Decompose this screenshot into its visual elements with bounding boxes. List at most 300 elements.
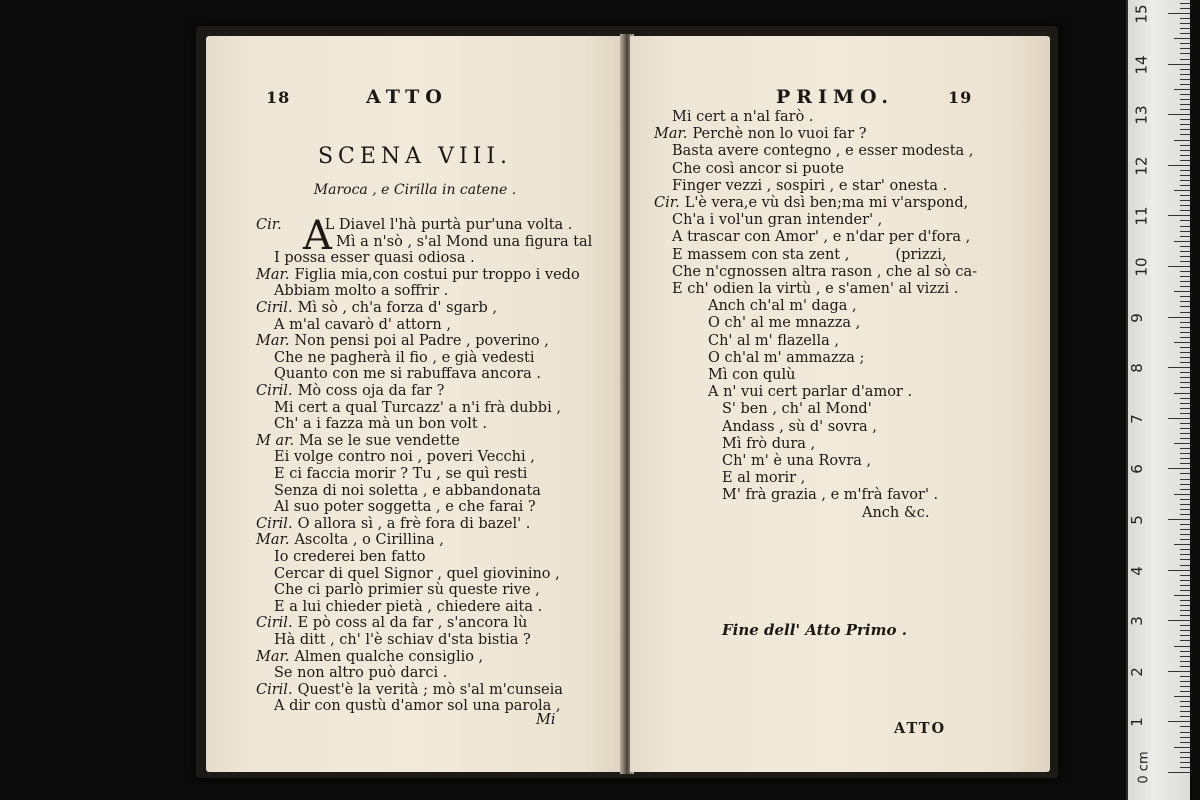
ruler-tick [1180,99,1190,100]
ruler-tick [1180,433,1190,434]
line-text: A n' vui cert parlar d'amor . [708,384,913,401]
text-line [274,565,560,583]
ruler-tick [1174,342,1190,343]
text-line [274,399,561,417]
ruler-tick [1180,711,1190,712]
ruler-tick [1180,180,1190,181]
line-text: Che n'cgnossen altra rason , che al sò ca- [672,263,978,280]
ruler-tick [1180,59,1190,60]
ruler-tick [1180,514,1190,515]
ruler-tick [1180,306,1190,307]
ruler-tick [1174,747,1190,748]
ruler-tick [1180,630,1190,631]
text-line [708,332,839,350]
ruler-tick [1168,114,1190,115]
line-text: A dir con qustù d'amor sol una parola , [274,698,561,715]
ruler-tick [1180,681,1190,682]
ruler-tick [1180,226,1190,227]
speaker-label: Ciril. [256,681,293,698]
ruler-tick [1180,150,1190,151]
line-text: Cercar di quel Signor , quel giovinino , [274,565,560,582]
text-line [672,108,814,126]
ruler-tick [1180,236,1190,237]
text-line [274,548,426,566]
ruler-number: 2 [1127,667,1146,677]
line-text: Hà ditt , ch' l'è schiav d'sta bistia ? [274,632,531,648]
line-text: Che così ancor si puote [672,160,844,177]
ruler-tick [1168,468,1190,469]
line-text: Ch' a i fazza mà un bon volt . [274,416,487,433]
ruler-tick [1180,752,1190,753]
text-line [722,400,872,418]
text-line [274,598,542,616]
ruler-tick [1168,570,1190,571]
text-line [274,697,561,715]
ruler-tick [1180,205,1190,206]
line-text: L Diavel l'hà purtà pur'una volta . [324,217,573,233]
ruler-tick [1180,382,1190,383]
ruler-tick [1180,276,1190,277]
ruler-tick [1180,484,1190,485]
speaker-label: Mar. [654,126,688,143]
ruler-tick [1180,246,1190,247]
ruler-tick [1180,251,1190,252]
ruler-tick [1180,580,1190,581]
ruler-tick [1180,575,1190,576]
ruler-number: 1 [1127,717,1146,728]
ruler-tick [1174,89,1190,90]
ruler-tick [1180,271,1190,272]
ruler-tick [1180,362,1190,363]
ruler-tick [1180,286,1190,287]
text-line [274,316,451,334]
ruler-tick [1174,38,1190,39]
line-text: Mì sò , ch'a forza d' sgarb , [297,300,497,316]
ruler-tick [1180,134,1190,135]
text-line [708,314,860,332]
ruler-tick [1180,145,1190,146]
ruler-tick [1180,3,1190,4]
ruler-tick [1180,200,1190,201]
text-line [256,299,497,317]
ruler-tick [1180,129,1190,130]
page-number-left: 18 [266,88,291,107]
ruler-number: 5 [1127,515,1146,525]
ruler-tick [1180,691,1190,692]
ruler-tick [1168,367,1190,368]
line-text: Quanto con me si rabuffava ancora . [274,366,542,383]
text-line [672,246,946,264]
line-text: Basta avere contegno , e esser modesta , [672,143,974,160]
line-text: Mi cert a qual Turcazz' a n'i frà dubbi , [274,399,561,416]
ruler-number: 15 [1132,4,1151,24]
line-text: Che ne pagherà il fio , e già vedesti [274,349,535,366]
ruler-tick [1180,281,1190,282]
text-line [256,681,563,699]
line-text: Ch' m' è una Rovra , [722,453,872,469]
text-line [672,160,844,178]
speaker-label: Mar. [256,648,290,665]
ruler-tick [1180,398,1190,399]
line-text: Finger vezzi , sospiri , e star' onesta . [672,177,948,194]
text-line [722,486,938,504]
text-line [256,266,580,284]
line-text: O ch' al me mnazza , [708,315,861,332]
ruler-tick [1180,23,1190,24]
text-line [862,504,930,522]
ruler-tick [1180,509,1190,510]
ruler-tick [1180,312,1190,313]
line-text: E a lui chieder pietà , chiedere aita . [274,598,543,615]
ruler-tick [1180,701,1190,702]
ruler-tick [1180,210,1190,211]
ruler-tick [1180,332,1190,333]
ruler-number: 13 [1132,105,1151,125]
ruler-tick [1180,726,1190,727]
ruler-tick [1174,646,1190,647]
ruler-tick [1180,742,1190,743]
text-line [274,349,534,367]
text-line [256,216,572,234]
speaker-label: M ar. [256,432,295,449]
scene-persons: Maroca , e Cirilla in catene . [313,182,517,198]
ruler-number: 14 [1132,55,1151,75]
speaker-label: Mar. [256,266,290,283]
ruler-tick [1168,620,1190,621]
ruler-tick [1174,291,1190,292]
ruler-tick [1180,732,1190,733]
ruler-tick [1180,296,1190,297]
ruler-tick [1174,190,1190,191]
ruler-tick [1168,671,1190,672]
ruler-tick [1180,651,1190,652]
line-text: Perchè non lo vuoi far ? [692,126,867,143]
line-text: Abbiam molto a soffrir . [274,283,449,300]
text-line [256,531,444,549]
line-text: Andass , sù d' sovra , [722,418,877,435]
ruler-tick [1174,443,1190,444]
line-text: A m'al cavarò d' attorn , [274,316,451,333]
text-line [256,432,460,450]
ruler-tick [1180,529,1190,530]
text-line [672,263,977,281]
ruler-tick [1180,18,1190,19]
ruler-tick [1180,737,1190,738]
line-text: Anch ch'al m' daga , [708,298,857,315]
ruler-tick [1174,494,1190,495]
ruler-tick [1180,69,1190,70]
text-line [256,332,549,350]
ruler-tick [1180,170,1190,171]
text-line [708,383,912,401]
text-line [274,448,535,466]
ruler-tick [1168,64,1190,65]
ruler-tick [1180,676,1190,677]
ruler-tick [1174,393,1190,394]
text-line [274,365,541,383]
line-text: E pò coss al da far , s'ancora lù [297,615,528,632]
line-text: E ci faccia morir ? Tu , se quì resti [274,466,528,482]
ruler-tick [1180,706,1190,707]
ruler-tick [1168,165,1190,166]
speaker-label: Ciril. [256,615,293,632]
ruler-tick [1180,661,1190,662]
ruler-tick [1180,119,1190,120]
text-line [672,177,947,195]
right-page [630,36,1050,772]
ruler-tick [1180,489,1190,490]
line-text: E massem con sta zent , (prizzi, [672,246,947,263]
speaker-label: Cir. [654,195,680,211]
ruler-tick [1180,448,1190,449]
ruler-tick [1168,215,1190,216]
ruler-tick [1168,519,1190,520]
line-text: Se non altro può darci . [274,665,448,682]
ruler-tick [1180,387,1190,388]
page-number-right: 19 [948,88,973,107]
speaker-label: Mar. [256,333,290,350]
catchword-left: Mi [536,712,556,728]
ruler-tick [1180,8,1190,9]
line-text: Mì frò dura , [722,435,816,452]
ruler-tick [1180,322,1190,323]
ruler-tick [1180,408,1190,409]
ruler-tick [1180,605,1190,606]
line-text: O ch'al m' ammazza ; [708,349,865,366]
line-text: Figlia mia,con costui pur troppo i vedo [294,266,580,283]
ruler-tick [1180,94,1190,95]
ruler-tick [1174,241,1190,242]
ruler-tick [1168,721,1190,722]
text-line [672,228,970,246]
ruler-tick [1180,28,1190,29]
text-line [274,498,536,516]
ruler-unit: 0 cm [1136,751,1152,784]
ruler-tick [1180,104,1190,105]
ruler-tick [1168,13,1190,14]
ruler-tick [1180,33,1190,34]
ruler-tick [1180,757,1190,758]
ruler-tick [1168,772,1190,773]
ruler-tick [1180,155,1190,156]
text-line [274,282,448,300]
closing-line: Fine dell' Atto Primo . [722,621,907,639]
ruler-tick [1180,109,1190,110]
text-line [722,452,871,470]
ruler-number: 4 [1127,565,1146,576]
ruler-tick [1180,504,1190,505]
ruler-tick [1168,418,1190,419]
ruler-tick [1180,524,1190,525]
ruler-tick [1180,413,1190,414]
ruler-tick [1180,549,1190,550]
text-line [256,515,530,533]
ruler-tick [1174,595,1190,596]
ruler-tick [1180,610,1190,611]
line-text: Mì con qulù [708,367,796,383]
ruler-tick [1180,372,1190,373]
ruler-tick [1180,48,1190,49]
ruler-tick [1180,327,1190,328]
text-line [672,142,973,160]
ruler-tick [1180,565,1190,566]
measuring-ruler [1126,0,1190,800]
text-line [672,211,882,229]
line-text: S' ben , ch' al Mond' [722,401,872,418]
ruler-tick [1180,377,1190,378]
ruler-tick [1180,499,1190,500]
ruler-tick [1180,301,1190,302]
ruler-tick [1180,559,1190,560]
ruler-number: 6 [1127,464,1146,475]
ruler-tick [1180,357,1190,358]
ruler-tick [1180,635,1190,636]
left-text-block [206,36,624,772]
line-text: O allora sì , a frè fora di bazel' . [297,515,531,532]
speaker-label: Ciril. [256,300,293,316]
text-line [336,233,592,251]
ruler-tick [1180,53,1190,54]
ruler-tick [1180,590,1190,591]
line-text: Ma se le sue vendette [299,432,460,449]
ruler-tick [1180,261,1190,262]
text-line [654,125,867,143]
line-text: Ascolta , o Cirillina , [294,532,444,549]
ruler-number: 8 [1127,363,1146,373]
ruler-tick [1180,453,1190,454]
ruler-tick [1180,79,1190,80]
ruler-tick [1180,124,1190,125]
ruler-number: 9 [1127,312,1146,323]
line-text: Non pensi poi al Padre , poverino , [294,333,549,350]
ruler-tick [1180,585,1190,586]
line-text: A trascar con Amor' , e n'dar per d'fora , [672,229,971,246]
line-text: Ch' al m' flazella , [708,332,839,349]
ruler-tick [1180,666,1190,667]
line-text: L'è vera,e vù dsì ben;ma mi v'arspond, [684,195,969,211]
ruler-number: 3 [1127,616,1146,626]
speaker-label: Ciril. [256,515,293,532]
line-text: Ch'a i vol'un gran intender' , [672,212,883,229]
book [196,26,1058,778]
drop-cap: A [303,213,332,259]
ruler-tick [1180,220,1190,221]
text-line [274,415,487,433]
ruler-tick [1180,640,1190,641]
ruler-tick [1174,544,1190,545]
line-text: Senza di noi soletta , e abbandonata [274,482,541,499]
ruler-tick [1180,762,1190,763]
ruler-tick [1180,352,1190,353]
ruler-tick [1168,266,1190,267]
speaker-label: Mar. [256,532,290,549]
ruler-tick [1180,625,1190,626]
text-line [274,465,527,483]
text-line [274,249,475,267]
ruler-tick [1180,231,1190,232]
ruler-tick [1180,438,1190,439]
ruler-tick [1180,656,1190,657]
ruler-tick [1180,403,1190,404]
ruler-tick [1180,463,1190,464]
text-line [256,614,527,632]
text-line [654,194,968,212]
ruler-tick [1180,479,1190,480]
speaker-label: Ciril. [256,383,293,399]
ruler-tick [1180,428,1190,429]
text-line [722,418,877,436]
text-line [274,664,447,682]
ruler-tick [1180,458,1190,459]
ruler-tick [1180,195,1190,196]
line-text: I possa esser quasi odiosa . [274,250,475,267]
text-line [708,349,864,367]
ruler-tick [1174,696,1190,697]
catchword-right: ATTO [894,720,947,737]
ruler-tick [1180,337,1190,338]
running-head-left: ATTO [366,86,448,108]
ruler-tick [1180,185,1190,186]
text-line [256,382,444,400]
text-line [256,648,483,666]
ruler-tick [1180,423,1190,424]
text-line [708,297,857,315]
ruler-tick [1180,256,1190,257]
line-text: Mi cert a n'al farò . [672,109,814,125]
text-line [672,280,958,298]
right-text-block [630,36,1050,772]
ruler-tick [1180,534,1190,535]
ruler-tick [1180,716,1190,717]
running-head-right: PRIMO. [776,86,895,108]
line-text: M' frà grazia , e m'frà favor' . [722,487,939,504]
text-line [274,581,540,599]
ruler-tick [1180,84,1190,85]
line-text: Quest'è la verità ; mò s'al m'cunseia [297,681,563,698]
text-line [708,366,796,384]
line-text: Io crederei ben fatto [274,549,426,565]
text-line [274,482,541,500]
ruler-tick [1180,43,1190,44]
line-text: Mò coss oja da far ? [297,383,445,399]
ruler-number: 12 [1132,156,1151,176]
ruler-tick [1180,74,1190,75]
ruler-tick [1180,600,1190,601]
ruler-tick [1180,539,1190,540]
line-text: Anch &c. [862,504,930,521]
ruler-tick [1168,317,1190,318]
ruler-tick [1180,175,1190,176]
scene-title: SCENA VIII. [317,144,513,169]
line-text: E al morir , [722,470,806,487]
ruler-number: 10 [1132,257,1151,277]
ruler-tick [1180,160,1190,161]
ruler-number: 7 [1127,414,1146,424]
ruler-tick [1180,767,1190,768]
left-page [206,36,624,772]
ruler-tick [1180,615,1190,616]
line-text: Al suo poter soggetta , e che farai ? [274,499,536,516]
line-text: Che ci parlò primier sù queste rive , [274,582,540,599]
ruler-tick [1180,473,1190,474]
line-text: E ch' odien la virtù , e s'amen' al vizzi . [672,281,959,297]
line-text: Almen qualche consiglio , [294,648,484,665]
text-line [722,435,815,453]
line-text: Ei volge contro noi , poveri Vecchi , [274,449,535,466]
ruler-tick [1174,140,1190,141]
speaker-label: Cir. [256,217,282,233]
ruler-tick [1180,347,1190,348]
